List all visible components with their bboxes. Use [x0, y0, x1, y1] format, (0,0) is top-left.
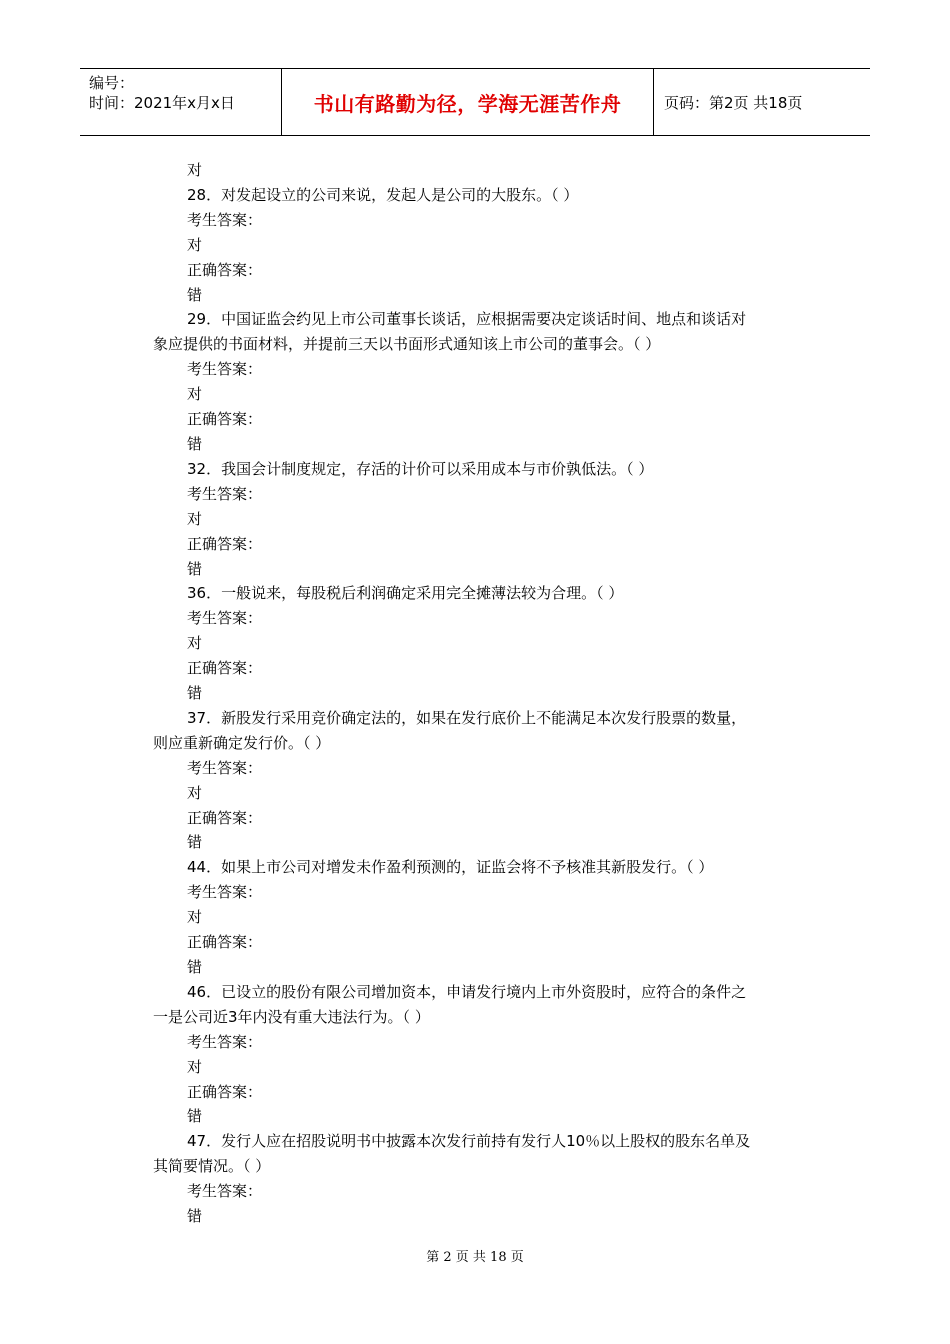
text-line: 对 [187, 235, 203, 254]
text-line: 对 [187, 908, 203, 927]
text-line: 考生答案： [187, 360, 263, 379]
text-line: 32．我国会计制度规定，存活的计价可以采用成本与市价孰低法。（ ） [187, 459, 654, 478]
text-line: 考生答案： [187, 210, 263, 229]
document-number-label: 编号： [89, 74, 135, 92]
page-header [80, 68, 870, 136]
text-line: 错 [187, 434, 203, 453]
text-line: 正确答案： [187, 659, 263, 678]
text-line: 对 [187, 161, 203, 179]
text-line: 象应提供的书面材料，并提前三天以书面形式通知该上市公司的董事会。（ ） [153, 335, 661, 354]
text-line: 一是公司近3年内没有重大违法行为。（ ） [153, 1007, 430, 1026]
page-footer: 第 2 页 共 18 页 [426, 1250, 524, 1265]
text-line: 错 [187, 1107, 203, 1126]
text-line: 则应重新确定发行价。（ ） [153, 733, 331, 752]
text-line: 正确答案： [187, 534, 263, 553]
text-line: 37．新股发行采用竞价确定法的，如果在发行底价上不能满足本次发行股票的数量， [187, 708, 747, 727]
text-line: 错 [187, 1207, 203, 1226]
text-line: 错 [187, 833, 203, 852]
text-line: 错 [187, 285, 203, 304]
text-line: 对 [187, 783, 203, 802]
header-info-cell [80, 69, 282, 135]
header-motto: 书山有路勤为径，学海无涯苦作舟 [282, 69, 654, 135]
text-line: 对 [187, 1057, 203, 1076]
text-line: 47．发行人应在招股说明书中披露本次发行前持有发行人10％以上股权的股东名单及 [187, 1132, 751, 1151]
text-line: 错 [187, 958, 203, 976]
text-line: 考生答案： [187, 883, 263, 902]
text-line: 36．一般说来，每股税后利润确定采用完全摊薄法较为合理。（ ） [187, 584, 624, 603]
text-line: 考生答案： [187, 609, 263, 628]
text-line: 考生答案： [187, 1182, 263, 1201]
text-line: 对 [187, 634, 203, 653]
text-line: 正确答案： [187, 933, 263, 952]
question-list [153, 158, 823, 1229]
text-line: 对 [187, 509, 203, 528]
text-line: 46．已设立的股份有限公司增加资本，申请发行境内上市外资股时，应符合的条件之 [187, 982, 747, 1001]
text-line: 其简要情况。（ ） [153, 1157, 271, 1176]
text-line: 正确答案： [187, 808, 263, 827]
text-line: 44．如果上市公司对增发未作盈利预测的，证监会将不予核准其新股发行。（ ） [187, 858, 714, 877]
text-line: 考生答案： [187, 484, 263, 503]
text-line: 正确答案： [187, 410, 263, 429]
text-line: 对 [187, 385, 203, 404]
text-line: 28．对发起设立的公司来说，发起人是公司的大股东。（ ） [187, 185, 579, 204]
text-line: 29．中国证监会约见上市公司董事长谈话，应根据需要决定谈话时间、地点和谈话对 [187, 310, 747, 329]
text-line: 考生答案： [187, 1032, 263, 1051]
document-time-label: 时间：2021年x月x日 [89, 94, 235, 112]
text-line: 错 [187, 559, 203, 578]
header-page-info: 页码：第2页 共18页 [664, 93, 803, 112]
text-line: 正确答案： [187, 1082, 263, 1101]
text-line: 正确答案： [187, 260, 263, 279]
text-line: 考生答案： [187, 758, 263, 777]
text-line: 错 [187, 684, 203, 703]
